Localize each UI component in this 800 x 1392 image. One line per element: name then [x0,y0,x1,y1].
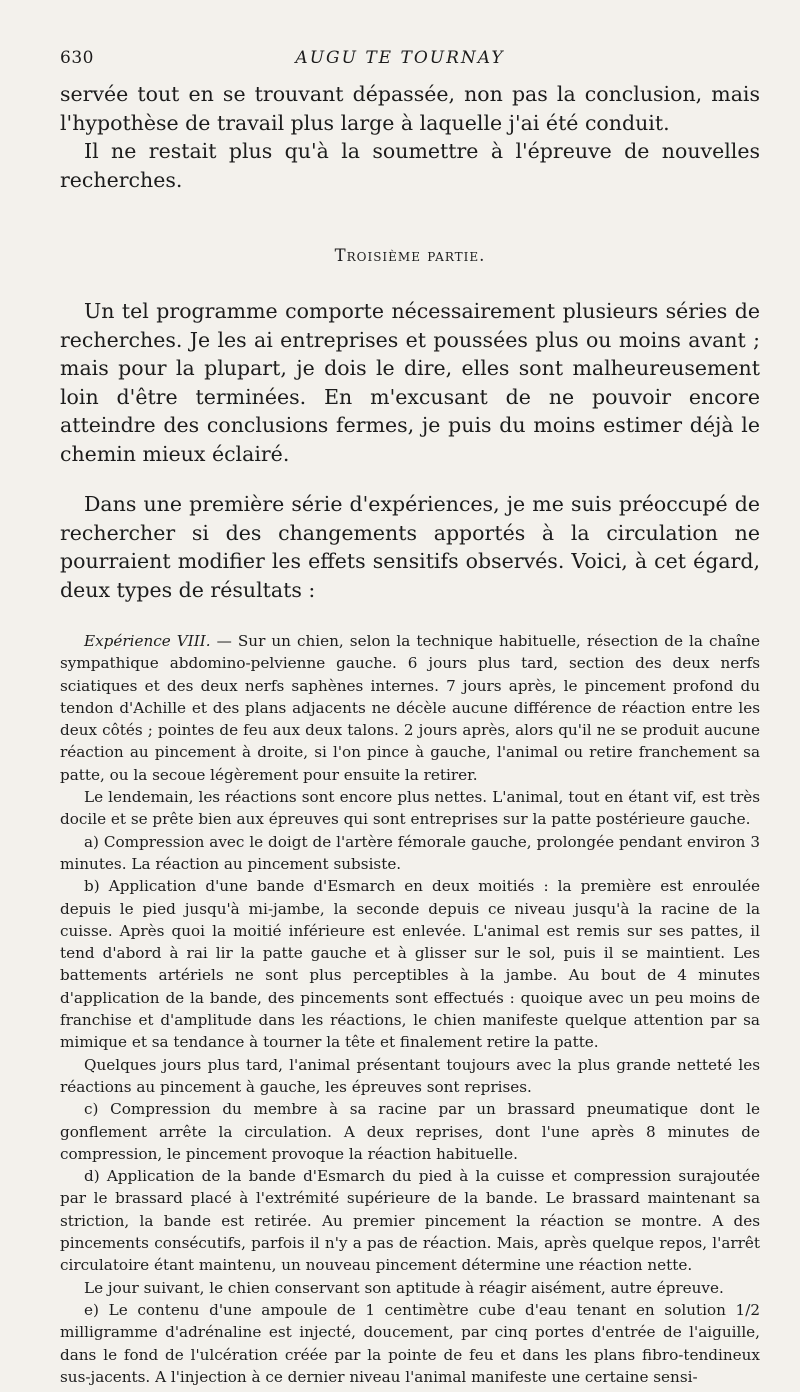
experiment-paragraph: Quelques jours plus tard, l'animal présentant toujours avec la plus grande netteté les réactions au pincement à gauche, les épreuves sont reprises. [60,1055,760,1096]
body-text [60,80,760,1388]
experiment-paragraph: Le jour suivant, le chien conservant son aptitude à réagir aisément, autre épreuve. [84,1278,724,1297]
experiment-step-b: b) Application d'une bande d'Esmarch en deux moitiés : la première est enroulée depuis le pied jusqu'à mi-jambe, la seconde depuis ce niveau jusqu'à la racine de la cuisse. Après quoi la moitié inférieure est enlevée. L'animal est remis sur ses pattes, il tend d'abord à rai lir la patte gauche et à glisser sur le sol, puis il se maintient. Les battements artériels ne sont plus perceptibles à la jambe. Au bout de 4 minutes d'application de la bande, des pincements sont effectués : quoique avec un peu moins de franchise et d'amplitude dans les réactions, le chien manifeste quelque attention par sa mimique et sa tendance à tourner la tête et finalement retire la patte. [60,877,760,1052]
experiment-step-a: a) Compression avec le doigt de l'artère fémorale gauche, prolongée pendant environ 3 minutes. La réaction au pincement subsiste. [60,832,760,873]
page-header [0,48,800,74]
paragraph-continued: servée tout en se trouvant dépassée, non pas la conclusion, mais l'hypothèse de travail plus large à laquelle j'ai été conduit. [60,82,760,135]
experiment-intro [60,630,760,786]
experiment-step-c: c) Compression du membre à sa racine par un brassard pneumatique dont le gonflement arrête la circulation. A deux reprises, dont l'une après 8 minutes de compression, le pincement provoque la réaction habituelle. [60,1100,760,1163]
experiment-label: Expérience VIII. [84,632,211,650]
paragraph-gap [60,468,760,490]
experiment-step-d: d) Application de la bande d'Esmarch du pied à la cuisse et compression surajoutée par le brassard placé à l'extrémité supérieure de la bande. Le brassard maintenant sa striction, la bande est retirée. Au premier pincement la réaction se montre. A des pincements consécutifs, parfois il n'y a pas de réaction. Mais, après quelque repos, l'arrêt circulatoire étant maintenu, un nouveau pincement détermine une réaction nette. [60,1167,760,1275]
experiment-paragraph: Le lendemain, les réactions sont encore plus nettes. L'animal, tout en étant vif, est très docile et se prête bien aux épreuves qui sont entreprises sur la patte postérieure gauche. [60,788,760,829]
paragraph: Il ne restait plus qu'à la soumettre à l'épreuve de nouvelles recherches. [60,139,760,192]
paragraph: Dans une première série d'expériences, je me suis préoccupé de rechercher si des changements apportés à la circulation ne pourraient modifier les effets sensitifs observés. Voici, à cet égard, deux types de résultats : [60,492,760,602]
section-heading-text: Troisième partie. [334,246,486,265]
running-title: AUGU TE TOURNAY [295,48,505,68]
paragraph: Un tel programme comporte nécessairement plusieurs séries de recherches. Je les ai entreprises et poussées plus ou moins avant ; mais pour la plupart, je dois le dire, elles sont malheureusement loin d'être terminées. En m'excusant de ne pouvoir encore atteindre des conclusions fermes, je puis du moins estimer déjà le chemin mieux éclairé. [60,299,760,466]
page-number: 630 [60,48,94,68]
section-heading [60,246,760,265]
experiment-intro-text: — Sur un chien, selon la technique habituelle, résection de la chaîne sympathique abdomino-pelvienne gauche. 6 jours plus tard, section des deux nerfs sciatiques et des deux nerfs saphènes internes. 7 jours après, le pincement profond du tendon d'Achille et des plans adjacents ne décèle aucune différence de réaction entre les deux côtés ; pointes de feu aux deux talons. 2 jours après, alors qu'il ne se produit aucune réaction au pincement à droite, si l'on pince à gauche, l'animal ou retire franchement sa patte, ou la secoue légèrement pour ensuite la retirer. [60,632,760,784]
experiment-step-e: e) Le contenu d'une ampoule de 1 centimètre cube d'eau tenant en solution 1/2 milligramme d'adrénaline est injecté, doucement, par cinq portes d'entrée de l'aiguille, dans le fond de l'ulcération créée par la pointe de feu et dans les plans fibro-tendineux sus-jacents. A l'injection à ce dernier niveau l'animal manifeste une certaine sensi- [60,1300,760,1386]
